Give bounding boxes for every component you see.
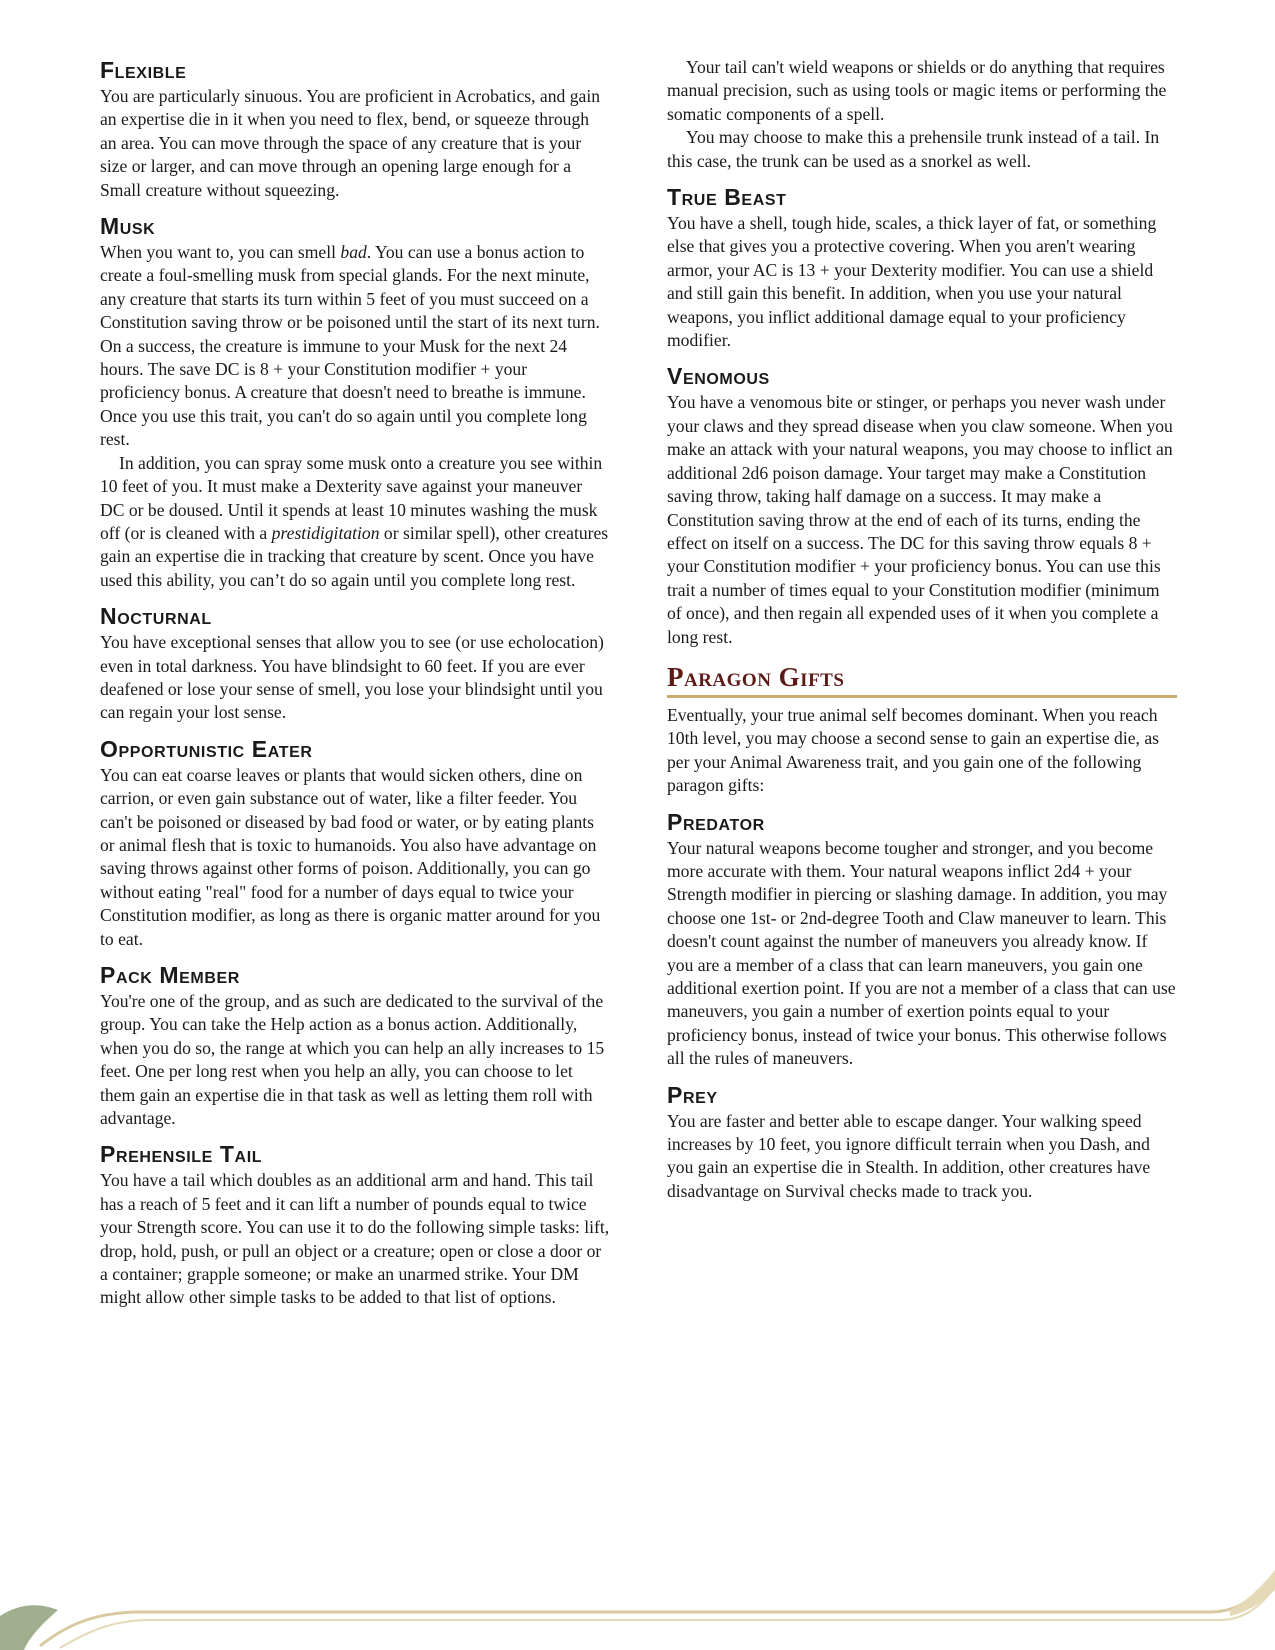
section-opportunistic-eater — [100, 735, 610, 951]
flexible-text: You are particularly sinuous. You are proficient in Acrobatics, and gain an expertise die in it when you need to flex, bend, or squeeze through an area. You can move through the space of any creature that is your size or larger, and can move through an opening large enough for a Small creature without squeezing. — [100, 86, 601, 200]
predator-text: Your natural weapons become tougher and stronger, and you become more accurate with them. Your natural weapons inflict 2d4 + your Strength modifier in piercing or slashing damage. In addition, you may choose one 1st- or 2nd-degree Tooth and Claw maneuver to learn. This doesn't count against the number of maneuvers you already know. If you are a member of a class that can learn maneuvers, you gain one additional exertion point. If you are not a member of a class that can use maneuvers, you gain a number of exertion points equal to your proficiency bonus, instead of twice your bonus. This otherwise follows all the rules of maneuvers. — [667, 837, 1176, 1069]
venomous-text: You have a venomous bite or stinger, or perhaps you never wash under your claws and they spread disease when you claw someone. When you make an attack with your natural weapons, you may choose to inflict an additional 2d6 poison damage. Your target may make a Constitution saving throw, taking half damage on a success. It may make a Constitution saving throw at the end of each of its turns, ending the effect on itself on a success. The DC for this saving throw equals 8 + your Constitution modifier + your proficiency bonus. You can use this trait a number of times equal to your Constitution modifier (minimum of once), and then regain all expended uses of it when you complete a long rest. — [667, 392, 1173, 647]
section-prey — [667, 1081, 1177, 1204]
tail-continued-text-2: You may choose to make this a prehensile trunk instead of a tail. In this case, the trunk can be used as a snorkel as well. — [667, 127, 1160, 171]
heading-prehensile-tail: Prehensile Tail — [100, 1141, 263, 1168]
musk-text-2b: or similar spell), other creatures gain an expertise die in tracking that creature by scent. Once you have used this ability, you can’t do so again until you complete long rest. — [100, 522, 609, 590]
right-column — [667, 56, 1177, 1213]
heading-nocturnal: Nocturnal — [100, 603, 212, 630]
true-beast-text: You have a shell, tough hide, scales, a thick layer of fat, or something else that gives you a protective covering. When you aren't wearing armor, your AC is 13 + your Dexterity modifier. You can use a shield and still gain this benefit. In addition, when you use your natural weapons, you inflict additional damage equal to your proficiency modifier. — [667, 213, 1157, 351]
left-column — [100, 56, 610, 1320]
section-paragon-gifts — [667, 661, 1177, 798]
prehensile-tail-text: You have a tail which doubles as an additional arm and hand. This tail has a reach of 5 feet and it can lift a number of pounds equal to twice your Strength score. You can use it to do the following simple tasks: lift, drop, hold, push, or pull an object or a creature; open or close a door or a container; grapple someone; or make an unarmed strike. Your DM might allow other simple tasks to be added to that list of options. — [100, 1170, 610, 1308]
musk-text-1b: . You can use a bonus action to create a foul-smelling musk from special glands. For the next minute, any creature that starts its turn within 5 feet of you must succeed on a Constitution saving throw or be poisoned until the start of its next turn. On a success, the creature is immune to your Musk for the next 24 hours. The save DC is 8 + your Constitution modifier + your proficiency bonus. A creature that doesn't need to breathe is immune. Once you use this trait, you can't do so again until you complete long rest. — [100, 242, 600, 450]
section-prehensile-tail — [100, 1140, 610, 1309]
musk-text-2a: In addition, you can spray some musk onto a creature you see within 10 feet of you. It must make a Dexterity save against your maneuver DC or be doused. Until it spends at least 10 minutes washing the musk off (or is cleaned with a — [100, 452, 603, 543]
tail-continued-text-1: Your tail can't wield weapons or shields or do anything that requires manual precision, such as using tools or magic items or performing the somatic components of a spell. — [667, 57, 1167, 124]
section-nocturnal — [100, 602, 610, 725]
section-flexible — [100, 56, 610, 202]
section-true-beast — [667, 183, 1177, 352]
musk-emphasis-bad: bad — [340, 242, 367, 263]
musk-text-2 — [100, 452, 610, 592]
heading-prey: Prey — [667, 1081, 718, 1108]
heading-flexible: Flexible — [100, 57, 187, 83]
heading-venomous: Venomous — [667, 363, 770, 390]
opportunistic-eater-text: You can eat coarse leaves or plants that would sicken others, dine on carrion, or even gain substance out of water, like a filter feeder. You can't be poisoned or diseased by bad food or water, or by eating plants or animal flesh that is toxic to humanoids. You also have advantage on saving throws against other forms of poison. Additionally, you can go without eating "real" food for a number of days equal to twice your Constitution modifier, as long as there is organic matter around for you to eat. — [100, 764, 601, 949]
footer-corner-leaf — [0, 1605, 58, 1650]
paragon-gifts-intro: Eventually, your true animal self becomes dominant. When you reach 10th level, you may choose a second sense to gain an expertise die, as per your Animal Awareness trait, and you gain one of the following paragon gifts: — [667, 704, 1159, 796]
heading-opportunistic-eater: Opportunistic Eater — [100, 735, 313, 762]
prey-text: You are faster and better able to escape danger. Your walking speed increases by 10 feet, you ignore difficult terrain when you Dash, and you gain an expertise die in Stealth. In addition, other creatures have disadvantage on Survival checks made to track you. — [667, 1110, 1151, 1201]
heading-true-beast: True Beast — [667, 184, 787, 211]
nocturnal-text: You have exceptional senses that allow you to see (or use echolocation) even in total darkness. You have blindsight to 60 feet. If you are ever deafened or lose your sense of smell, you lose your blindsight until you can regain your lost sense. — [100, 632, 604, 723]
heading-predator: Predator — [667, 808, 765, 835]
footer-ornament — [0, 1560, 1275, 1650]
pack-member-text: You're one of the group, and as such are dedicated to the survival of the group. You can take the Help action as a bonus action. Additionally, when you do so, the range at which you can help an ally increases to 15 feet. One per long rest when you help an ally, you can choose to let them gain an expertise die in that task as well as letting them roll with advantage. — [100, 991, 605, 1129]
section-tail-continued — [667, 56, 1177, 173]
section-venomous — [667, 362, 1177, 648]
musk-emphasis-prestidigitation: prestidigitation — [271, 522, 380, 543]
section-predator — [667, 808, 1177, 1071]
section-musk — [100, 212, 610, 592]
section-pack-member — [100, 961, 610, 1130]
musk-text-1a: When you want to, you can smell — [100, 242, 341, 263]
heading-musk: Musk — [100, 213, 156, 240]
footer-rule-line-inner — [60, 1588, 1274, 1648]
heading-paragon-gifts: Paragon Gifts — [667, 661, 1177, 698]
musk-text-1 — [100, 241, 610, 452]
heading-pack-member: Pack Member — [100, 962, 240, 988]
footer-rule-line — [40, 1578, 1272, 1646]
